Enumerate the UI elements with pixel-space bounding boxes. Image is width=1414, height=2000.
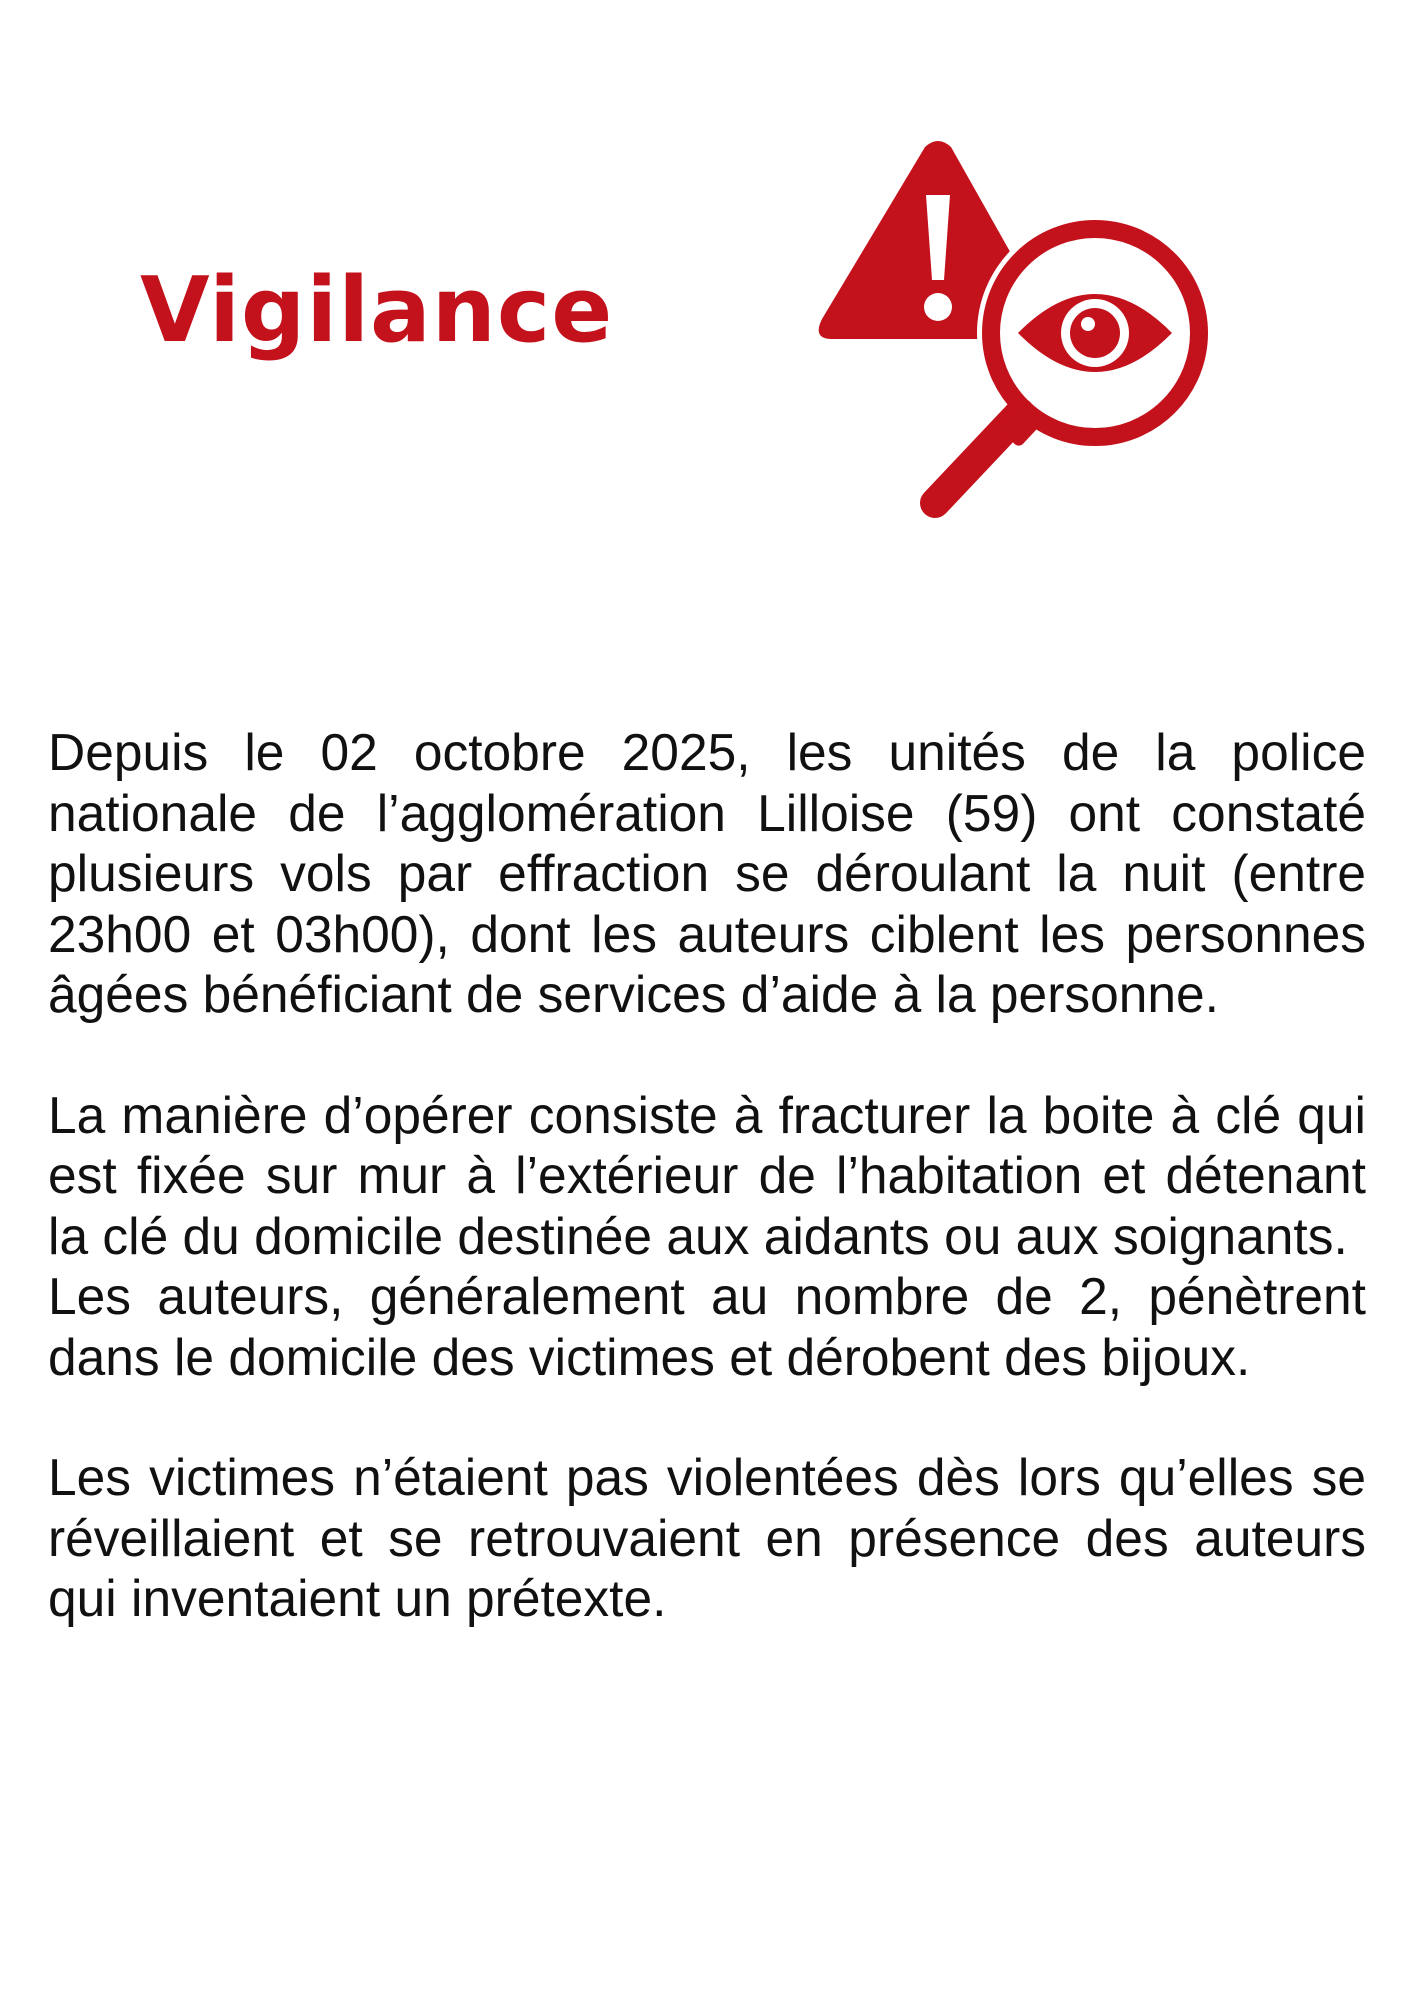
paragraph-victims: Les victimes n’étaient pas violentées dès lors qu’elles se réveillaient et se retrouvaient en présence des auteurs qui inventaient un prétexte.	[48, 1448, 1366, 1627]
page-title: Vigilance	[140, 258, 614, 363]
paragraph-authors: Les auteurs, généralement au nombre de 2, pénètrent dans le domicile des victimes et dérobent des bijoux.	[48, 1267, 1366, 1386]
alert-illustration	[810, 135, 1230, 535]
paragraph-intro: Depuis le 02 octobre 2025, les unités de la police nationale de l’agglomération Lilloise (59) ont constaté plusieurs vols par effraction se déroulant la nuit (entre 23h00 et 03h00), dont les auteurs ciblent les personnes âgées bénéficiant de services d’aide à la personne.	[48, 723, 1366, 1023]
paragraph-method: La manière d’opérer consiste à fracturer la boite à clé qui est fixée sur mur à l’extérieur de l’habitation et détenant la clé du domicile destinée aux aidants ou aux soignants.	[48, 1085, 1366, 1265]
notice-body	[48, 722, 1366, 1629]
